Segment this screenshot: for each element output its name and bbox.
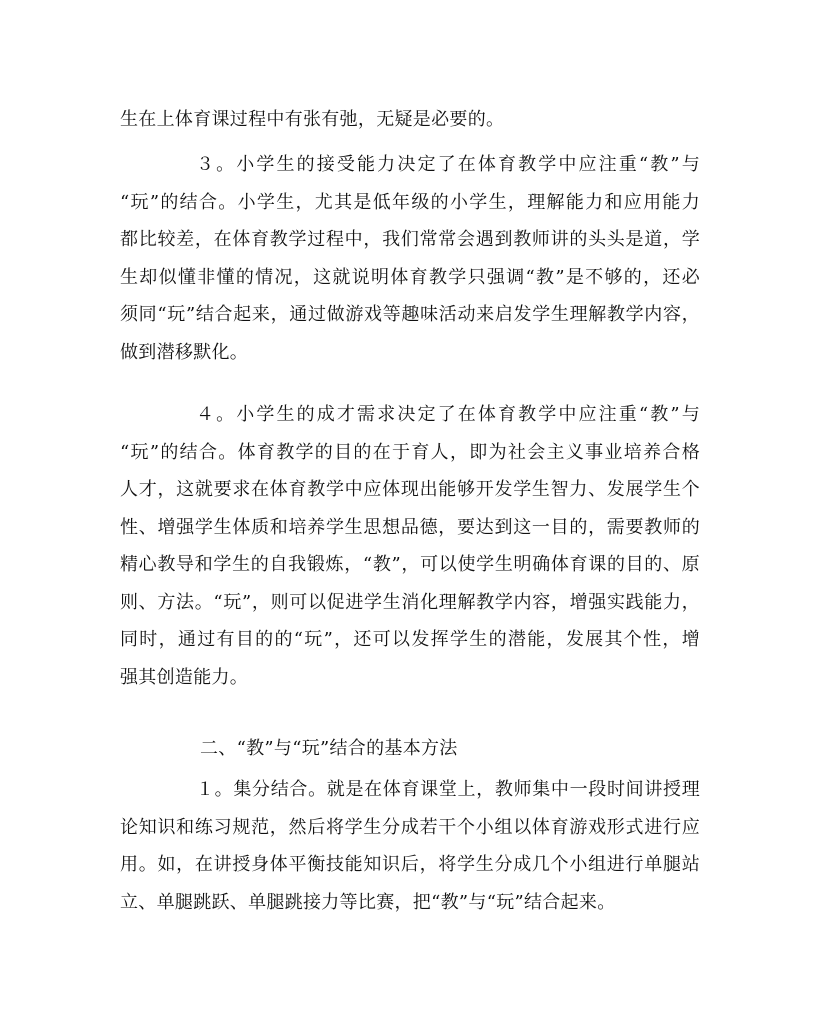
paragraph-point-4 [120, 396, 700, 696]
text-line: 人才，这就要求在体育教学中应体现出能够开发学生智力、发展学生个 [120, 479, 700, 500]
text-line: ３。小学生的接受能力决定了在体育教学中应注重“教”与 [196, 154, 700, 175]
text-line: １。集分结合。就是在体育课堂上，教师集中一段时间讲授理 [196, 779, 700, 800]
text-line: 须同“玩”结合起来，通过做游戏等趣味活动来启发学生理解教学内容， [120, 304, 700, 325]
paragraph-method-1 [120, 771, 700, 921]
section-heading-text: 二、“教”与“玩”结合的基本方法 [200, 738, 458, 759]
text-line: 性、增强学生体质和培养学生思想品德，要达到这一目的，需要教师的 [120, 516, 700, 538]
paragraph-continuation [120, 101, 700, 139]
text-line: ４。小学生的成才需求决定了在体育教学中应注重“教”与 [196, 404, 700, 425]
paragraph-point-3 [120, 146, 700, 371]
text-line: 生却似懂非懂的情况，这就说明体育教学只强调“教”是不够的，还必 [120, 266, 700, 288]
text-line: 强其创造能力。 [120, 666, 249, 688]
text-line: 精心教导和学生的自我锻炼，“教”，可以使学生明确体育课的目的、原 [120, 554, 700, 575]
text-line: 论知识和练习规范，然后将学生分成若干个小组以体育游戏形式进行应 [120, 816, 700, 838]
text-line: 立、单腿跳跃、单腿跳接力等比赛，把“教”与“玩”结合起来。 [120, 891, 616, 913]
section-heading [120, 730, 700, 768]
text-line: 生在上体育课过程中有张有弛，无疑是必要的。 [120, 109, 505, 130]
text-line: 则、方法。“玩”，则可以促进学生消化理解教学内容，增强实践能力， [120, 591, 700, 613]
text-line: 都比较差，在体育教学过程中，我们常常会遇到教师讲的头头是道，学 [120, 229, 700, 250]
text-line: 做到潜移默化。 [120, 341, 249, 363]
text-line: “玩”的结合。体育教学的目的在于育人，即为社会主义事业培养合格 [120, 441, 700, 463]
text-line: 用。如，在讲授身体平衡技能知识后，将学生分成几个小组进行单腿站 [120, 854, 700, 875]
text-line: “玩”的结合。小学生，尤其是低年级的小学生，理解能力和应用能力 [120, 191, 700, 213]
text-line: 同时，通过有目的的“玩”，还可以发挥学生的潜能，发展其个性，增 [120, 629, 700, 650]
